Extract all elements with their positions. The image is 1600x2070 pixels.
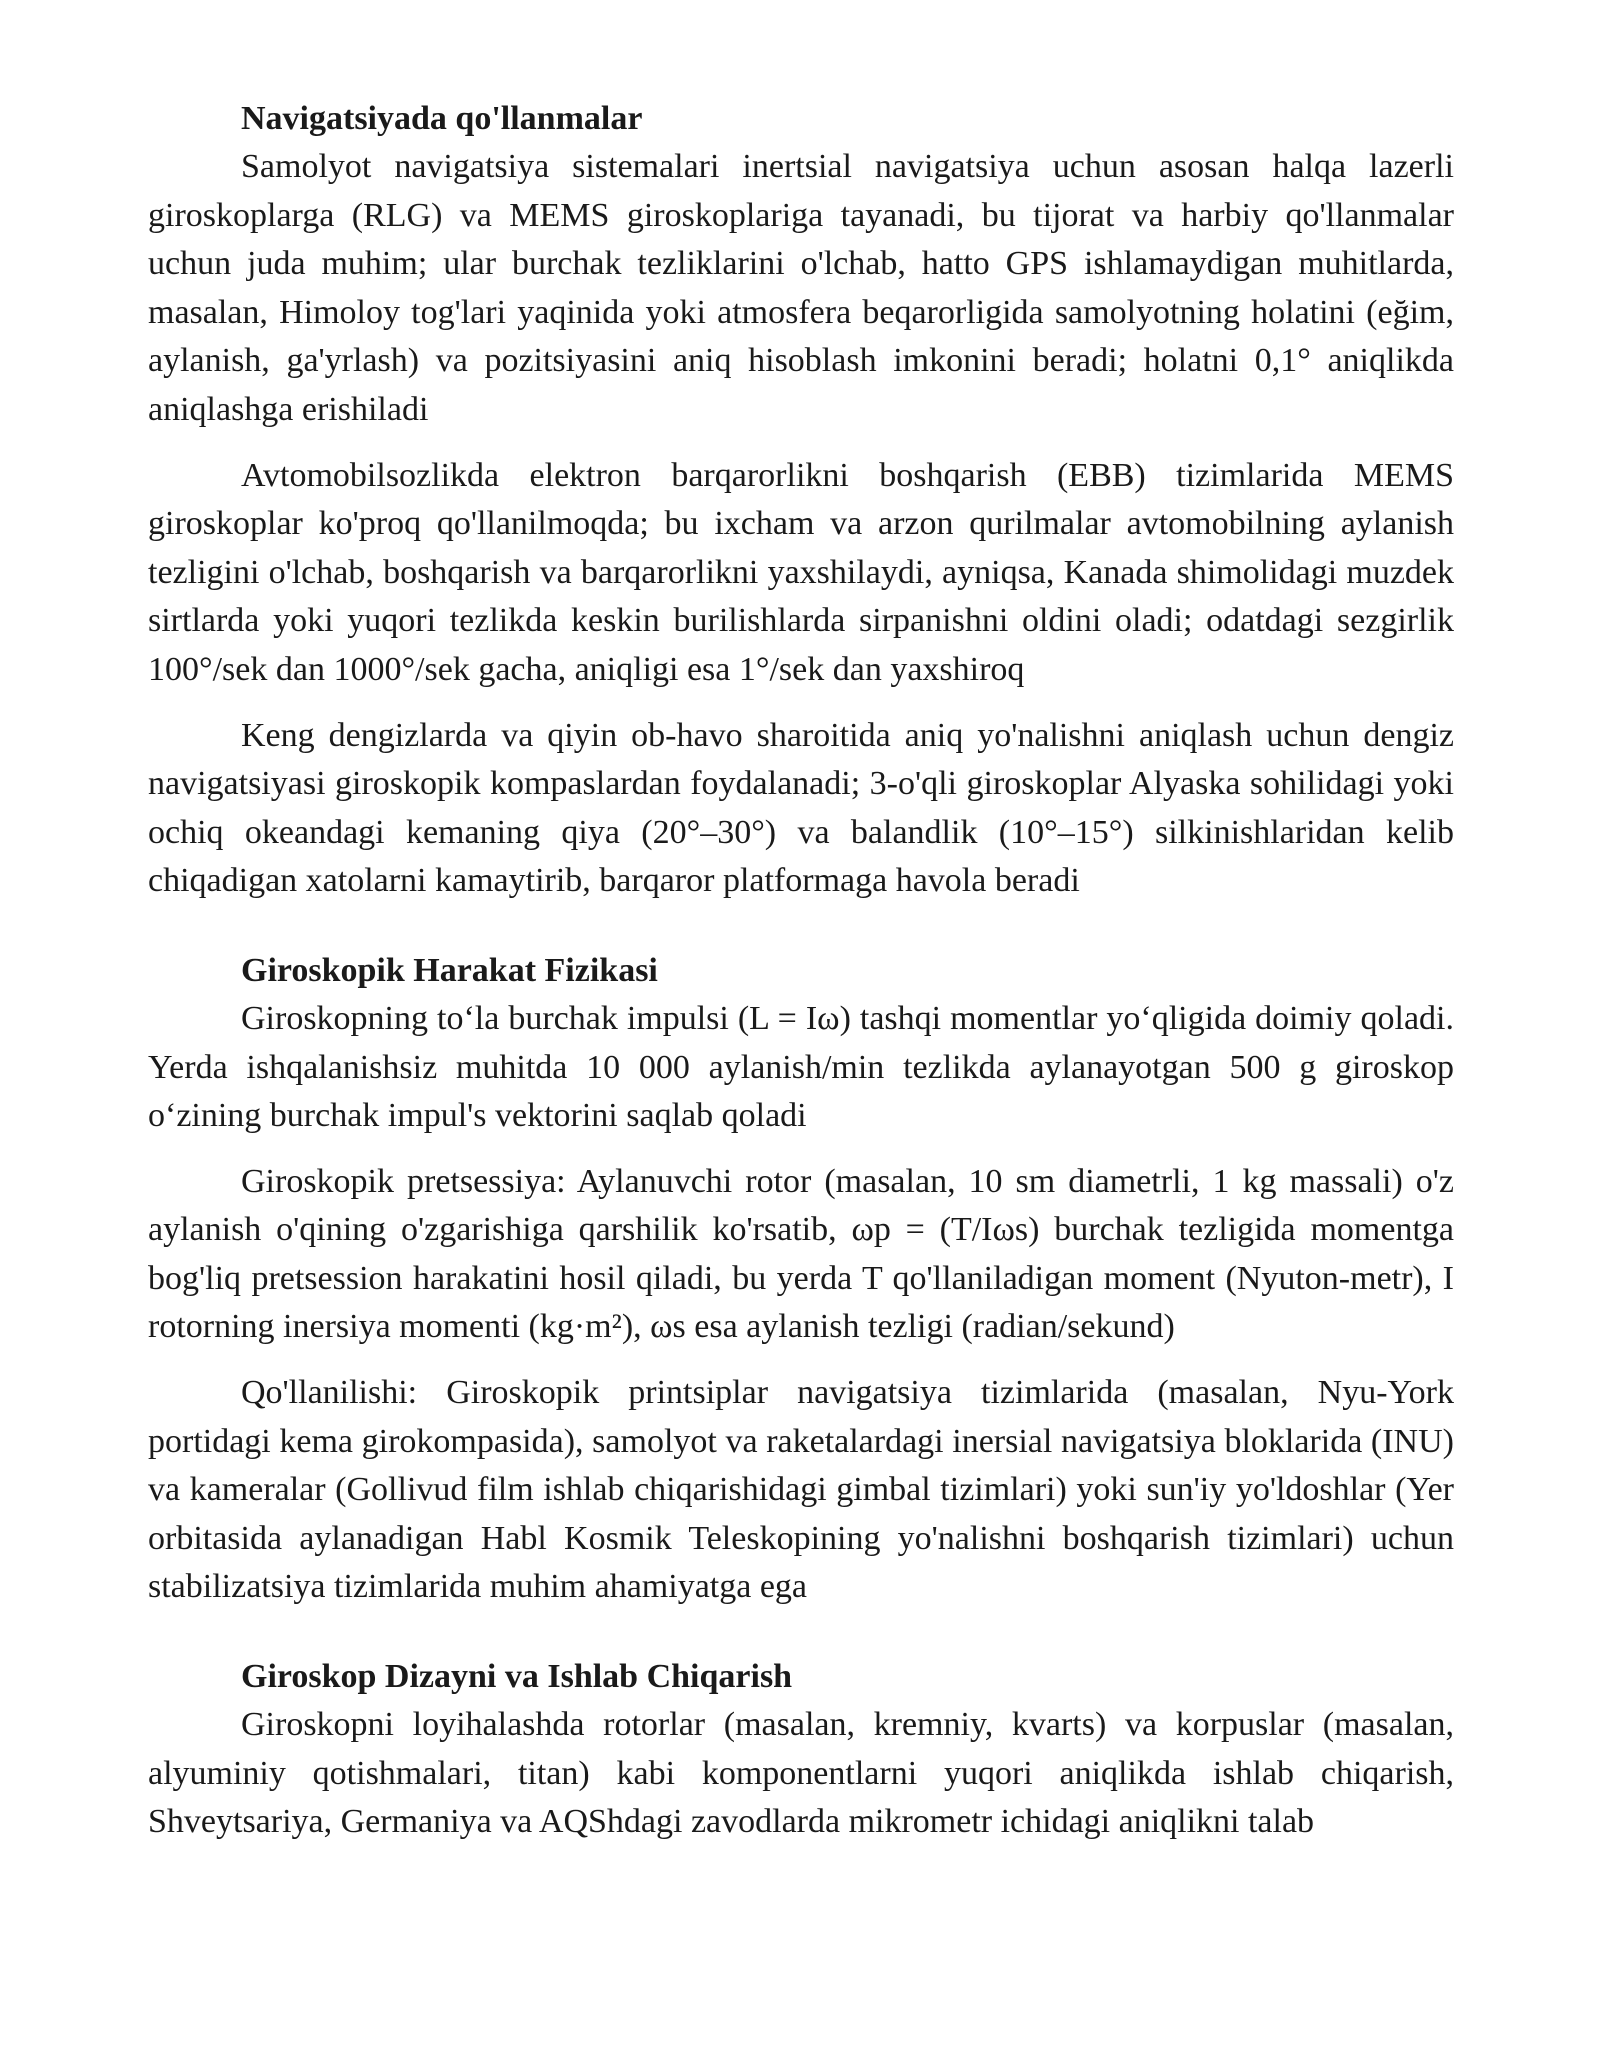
paragraph: Avtomobilsozlikda elektron barqarorlikni boshqarish (EBB) tizimlarida MEMS giroskoplar ko'proq qo'llanilmoqda; bu ixcham va arzon qurilmalar avtomobilning aylanish tezligini o'lchab, boshqarish va barqarorlikni yaxshilaydi, ayniqsa, Kanada shimolidagi muzdek sirtlarda yoki yuqori tezlikda keskin burilishlarda sirpanishni oldini oladi; odatdagi sezgirlik 100°/sek dan 1000°/sek gacha, aniqligi esa 1°/sek dan yaxshiroq (148, 456, 1454, 688)
paragraph: Giroskopning to‘la burchak impulsi (L = Iω) tashqi momentlar yo‘qligida doimiy qoladi. Yerda ishqalanishsiz muhitda 10 000 aylanish/min tezlikda aylanayotgan 500 g giroskop o‘zining burchak impul's vektorini saqlab qoladi (148, 999, 1454, 1135)
paragraph: Giroskopni loyihalashda rotorlar (masalan, kremniy, kvarts) va korpuslar (masalan, alyuminiy qotishmalari, titan) kabi komponentlarni yuqori aniqlikda ishlab chiqarish, Shveytsariya, Germaniya va AQShdagi zavodlarda mikrometr ichidagi aniqlikni talab (148, 1706, 1454, 1841)
paragraph: Samolyot navigatsiya sistemalari inertsial navigatsiya uchun asosan halqa lazerli giroskoplarga (RLG) va MEMS giroskoplariga tayanadi, bu tijorat va harbiy qo'llanmalar uchun juda muhim; ular burchak tezliklarini o'lchab, hatto GPS ishlamaydigan muhitlarda, masalan, Himoloy tog'lari yaqinida yoki atmosfera beqarorligida samolyotning holatini (eğim, aylanish, ga'yrlash) va pozitsiyasini aniq hisoblash imkonini beradi; holatni 0,1° aniqlikda aniqlashga erishiladi (148, 148, 1454, 428)
section-heading-physics: Giroskopik Harakat Fizikasi (241, 951, 658, 989)
paragraph: Qo'llanilishi: Giroskopik printsiplar navigatsiya tizimlarida (masalan, Nyu-York portidagi kema girokompasida), samolyot va raketalardagi inersial navigatsiya bloklarida (INU) va kameralar (Gollivud film ishlab chiqarishidagi gimbal tizimlari) yoki sun'iy yo'ldoshlar (Yer orbitasida aylanadigan Habl Kosmik Teleskopining yo'nalishni boshqarish tizimlari) uchun stabilizatsiya tizimlarida muhim ahamiyatga ega (148, 1374, 1454, 1606)
document-page (148, 94, 1454, 1847)
section-heading-navigation: Navigatsiyada qo'llanmalar (241, 100, 643, 137)
section-heading-design: Giroskop Dizayni va Ishlab Chiqarish (241, 1658, 793, 1696)
paragraph: Giroskopik pretsessiya: Aylanuvchi rotor (masalan, 10 sm diametrli, 1 kg massali) o'z aylanish o'qining o'zgarishiga qarshilik ko'rsatib, ωp = (T/Iωs) burchak tezligida momentga bog'liq pretsession harakatini hosil qiladi, bu yerda T qo'llaniladigan moment (Nyuton-metr), I rotorning inersiya momenti (kg·m²), ωs esa aylanish tezligi (radian/sekund) (148, 1162, 1454, 1346)
paragraph: Keng dengizlarda va qiyin ob-havo sharoitida aniq yo'nalishni aniqlash uchun dengiz navigatsiyasi giroskopik kompaslardan foydalanadi; 3-o'qli giroskoplar Alyaska sohilidagi yoki ochiq okeandagi kemaning qiya (20°–30°) va balandlik (10°–15°) silkinishlaridan kelib chiqadigan xatolarni kamaytirib, barqaror platformaga havola beradi (148, 716, 1454, 900)
